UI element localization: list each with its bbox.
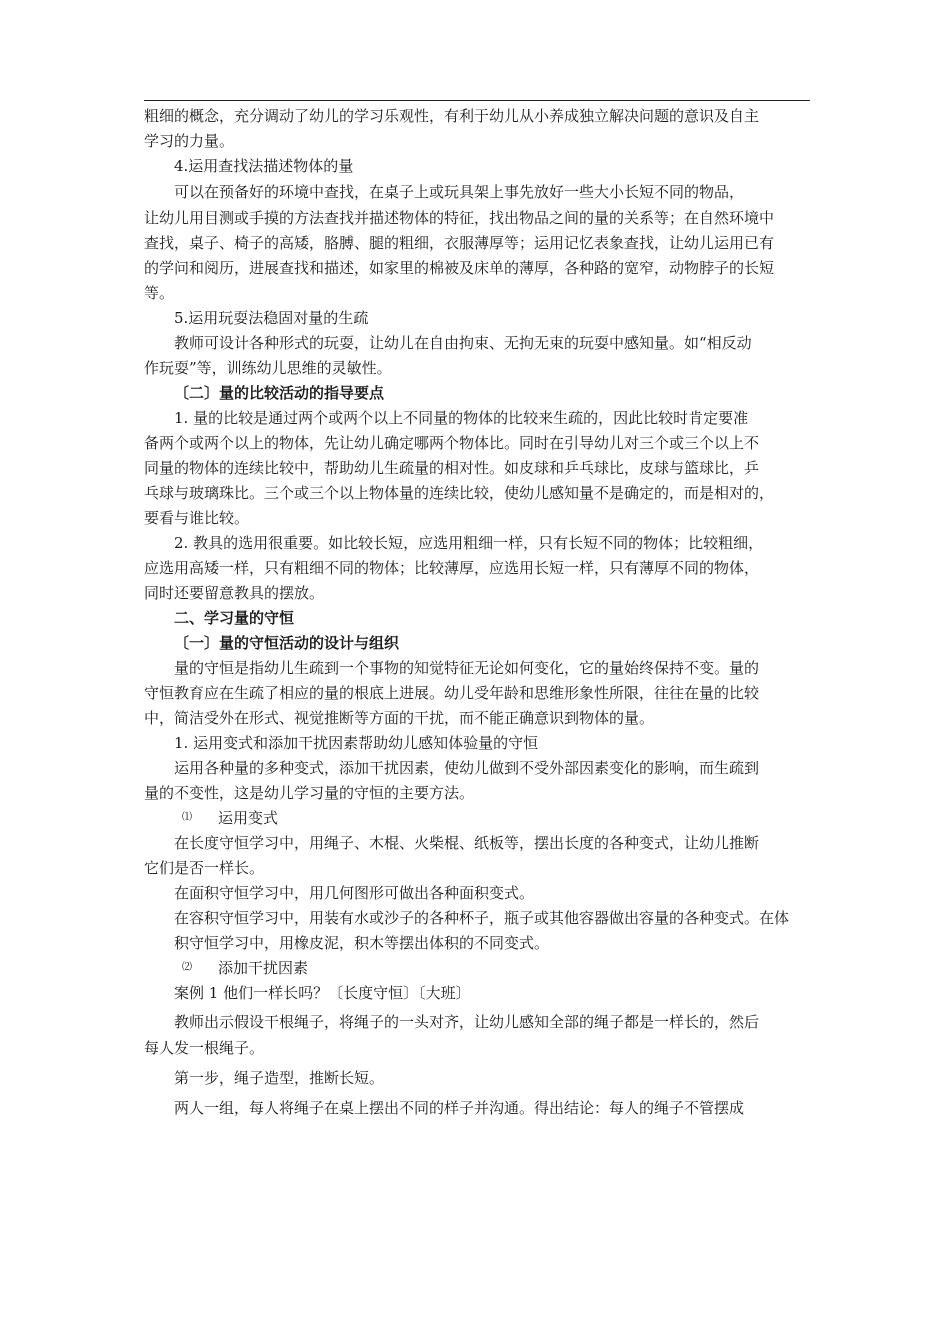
subsection-heading: 〔一〕量的守恒活动的设计与组织 [174,634,400,652]
text-line: 教师出示假设干根绳子，将绳子的一头对齐，让幼儿感知全部的绳子都是一样长的，然后 [174,1013,760,1031]
text-line: 学习的力量。 [144,132,235,150]
list-marker: ⑴ [182,812,192,823]
case-title: 案例 1 他们一样长吗？〔长度守恒〕〔大班〕 [174,984,471,1002]
text-line: 乓球与玻璃珠比。三个或三个以上物体量的连续比较，使幼儿感知量不是确定的，而是相对的， [144,484,775,502]
text-line: 等。 [144,284,175,302]
text-line: 教师可设计各种形式的玩耍，让幼儿在自由拘束、无拘无束的玩耍中感知量。如“相反动 [174,334,752,352]
text-line: 每人发一根绳子。 [144,1039,265,1057]
text-line: 量的不变性，这是幼儿学习量的守恒的主要方法。 [144,784,475,802]
section-heading: 4.运用查找法描述物体的量 [174,157,354,175]
text-line: 要看与谁比较。 [144,509,250,527]
text-line: 2. 教具的选用很重要。如比较长短，应选用粗细一样，只有长短不同的物体；比较粗细， [174,534,764,552]
text-line: 查找，桌子、椅子的高矮，胳膊、腿的粗细，衣服薄厚等；运用记忆表象查找，让幼儿运用已有 [144,234,775,252]
text-line: 第一步，绳子造型，推断长短。 [174,1069,385,1087]
text-line: 守恒教育应在生疏了相应的量的根底上进展。幼儿受年龄和思维形象性所限，往往在量的比较 [144,684,760,702]
text-line: 让幼儿用目测或手摸的方法查找并描述物体的特征，找出物品之间的量的关系等；在自然环境中 [144,209,775,227]
text-line: 的学问和阅历，进展查找和描述，如家里的棉被及床单的薄厚，各种路的宽窄，动物脖子的长短 [144,259,775,277]
text-line: 在面积守恒学习中，用几何图形可做出各种面积变式。 [174,884,535,902]
list-item-heading: 添加干扰因素 [218,959,309,977]
text-line: 1. 量的比较是通过两个或两个以上不同量的物体的比较来生疏的，因此比较时肯定要准 [174,409,749,427]
text-line: 粗细的概念，充分调动了幼儿的学习乐观性，有利于幼儿从小养成独立解决问题的意识及自主 [144,107,760,125]
text-line: 作玩耍”等，训练幼儿思维的灵敏性。 [144,359,392,377]
text-line: 在容积守恒学习中，用装有水或沙子的各种杯子，瓶子或其他容器做出容量的各种变式。在体 [174,909,790,927]
text-line: 量的守恒是指幼儿生疏到一个事物的知觉特征无论如何变化，它的量始终保持不变。量的 [174,659,760,677]
text-line: 积守恒学习中，用橡皮泥，积木等摆出体积的不同变式。 [174,934,550,952]
text-line: 它们是否一样长。 [144,859,265,877]
numbered-heading: 1. 运用变式和添加干扰因素帮助幼儿感知体验量的守恒 [174,734,539,752]
text-line: 在长度守恒学习中，用绳子、木棍、火柴棍、纸板等，摆出长度的各种变式，让幼儿推断 [174,834,760,852]
text-line: 两人一组，每人将绳子在桌上摆出不同的样子并沟通。得出结论：每人的绳子不管摆成 [174,1099,745,1117]
text-line: 同量的物体的连续比较中，帮助幼儿生疏量的相对性。如皮球和乒乓球比，皮球与篮球比，乒 [144,459,760,477]
text-line: 中，简洁受外在形式、视觉推断等方面的干扰，而不能正确意识到物体的量。 [144,709,655,727]
text-line: 应选用高矮一样，只有粗细不同的物体；比较薄厚，应选用长短一样，只有薄厚不同的物体， [144,559,760,577]
text-line: 运用各种量的多种变式，添加干扰因素，使幼儿做到不受外部因素变化的影响，而生疏到 [174,759,760,777]
list-item-heading: 运用变式 [218,809,279,827]
header-rule [144,100,810,101]
subsection-heading: 〔二〕量的比较活动的指导要点 [174,384,385,402]
section-heading: 5.运用玩耍法稳固对量的生疏 [174,309,369,327]
text-line: 同时还要留意教具的摆放。 [144,584,325,602]
text-line: 备两个或两个以上的物体，先让幼儿确定哪两个物体比。同时在引导幼儿对三个或三个以上不 [144,434,760,452]
list-marker: ⑵ [182,962,192,973]
text-line: 可以在预备好的环境中查找，在桌子上或玩具架上事先放好一些大小长短不同的物品， [174,183,745,201]
section-title: 二、学习量的守恒 [174,609,295,627]
